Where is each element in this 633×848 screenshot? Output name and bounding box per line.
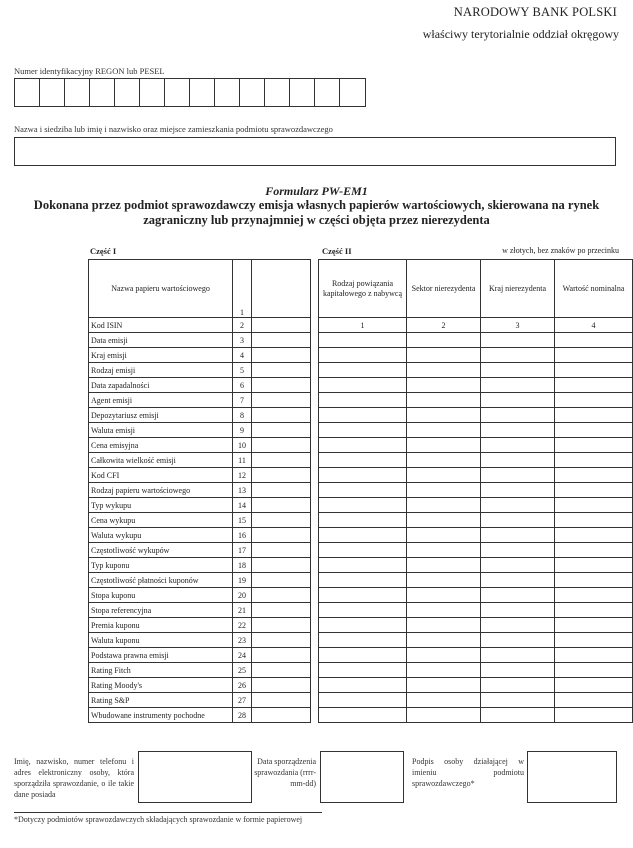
table-row: [319, 423, 633, 438]
row-name: Rodzaj papieru wartościowego: [89, 483, 233, 498]
row-value-cell[interactable]: [252, 408, 311, 423]
data-cell[interactable]: [555, 648, 633, 663]
data-cell[interactable]: [555, 603, 633, 618]
table-row: [319, 498, 633, 513]
row-number: 20: [233, 588, 252, 603]
data-cell[interactable]: [407, 408, 481, 423]
row-number: 6: [233, 378, 252, 393]
entity-input[interactable]: [14, 137, 616, 166]
data-cell[interactable]: [555, 618, 633, 633]
regon-digit-cell[interactable]: [240, 79, 265, 106]
data-cell[interactable]: [319, 663, 407, 678]
regon-digit-cell[interactable]: [290, 79, 315, 106]
part1-label: Część I: [90, 246, 117, 256]
data-cell[interactable]: [481, 603, 555, 618]
row-name: Rating Fitch: [89, 663, 233, 678]
data-cell[interactable]: [407, 348, 481, 363]
signature-label: Podpis osoby działającej w imieniu podmiotu sprawozdawczego*: [412, 757, 524, 788]
data-cell[interactable]: [481, 663, 555, 678]
data-cell[interactable]: [555, 558, 633, 573]
row-number: 8: [233, 408, 252, 423]
row-value-cell[interactable]: [252, 393, 311, 408]
table-row: [319, 378, 633, 393]
row-name: Stopa referencyjna: [89, 603, 233, 618]
row-value-cell[interactable]: [252, 663, 311, 678]
table-row: [89, 648, 311, 663]
table-row: [89, 663, 311, 678]
data-cell[interactable]: [319, 378, 407, 393]
data-cell[interactable]: [407, 573, 481, 588]
data-cell[interactable]: [555, 423, 633, 438]
data-cell[interactable]: [407, 393, 481, 408]
regon-digit-cell[interactable]: [315, 79, 340, 106]
data-cell[interactable]: [481, 543, 555, 558]
form-subtitle-line2: zagraniczny lub przynajmniej w części objęta przez nierezydenta: [143, 213, 490, 227]
data-cell[interactable]: [481, 333, 555, 348]
data-cell[interactable]: [407, 363, 481, 378]
regon-label: Numer identyfikacyjny REGON lub PESEL: [14, 66, 165, 76]
data-cell[interactable]: [319, 633, 407, 648]
data-cell[interactable]: [481, 498, 555, 513]
row-value-cell[interactable]: [252, 528, 311, 543]
row-name: Typ wykupu: [89, 498, 233, 513]
data-cell[interactable]: [319, 708, 407, 723]
row-value-cell[interactable]: [252, 438, 311, 453]
form-subtitle: [0, 198, 633, 228]
data-cell[interactable]: [319, 483, 407, 498]
col-header-4: Wartość nominalna: [555, 260, 633, 318]
table-row: [89, 348, 311, 363]
row-number: 4: [233, 348, 252, 363]
data-cell[interactable]: [555, 633, 633, 648]
table-row: [89, 558, 311, 573]
table-row: [89, 363, 311, 378]
row-value-cell[interactable]: [252, 498, 311, 513]
data-cell[interactable]: [555, 588, 633, 603]
part1-table: [88, 259, 311, 723]
data-cell[interactable]: [319, 498, 407, 513]
table-row: [89, 678, 311, 693]
data-cell[interactable]: [407, 378, 481, 393]
row-number: 25: [233, 663, 252, 678]
data-cell[interactable]: [555, 528, 633, 543]
part2-table: [318, 259, 633, 723]
date-input[interactable]: [320, 751, 404, 803]
data-cell[interactable]: [407, 588, 481, 603]
header-no: 1: [233, 260, 252, 318]
row-number: 2: [233, 318, 252, 333]
data-cell[interactable]: [555, 708, 633, 723]
regon-digit-cell[interactable]: [265, 79, 290, 106]
data-cell[interactable]: [407, 453, 481, 468]
row-name: Częstotliwość wykupów: [89, 543, 233, 558]
data-cell[interactable]: [555, 513, 633, 528]
row-name: Podstawa prawna emisji: [89, 648, 233, 663]
data-cell[interactable]: [407, 423, 481, 438]
table-row: [319, 663, 633, 678]
col-number: 4: [555, 318, 633, 333]
data-cell[interactable]: [555, 348, 633, 363]
bank-name: NARODOWY BANK POLSKI: [453, 5, 617, 19]
data-cell[interactable]: [319, 438, 407, 453]
row-number: 7: [233, 393, 252, 408]
row-name: Wbudowane instrumenty pochodne: [89, 708, 233, 723]
regon-digit-cell[interactable]: [90, 79, 115, 106]
data-cell[interactable]: [555, 498, 633, 513]
data-cell[interactable]: [319, 558, 407, 573]
row-name: Typ kuponu: [89, 558, 233, 573]
regon-digit-cell[interactable]: [65, 79, 90, 106]
row-name: Rodzaj emisji: [89, 363, 233, 378]
table-row: [89, 633, 311, 648]
row-number: 15: [233, 513, 252, 528]
table-row: [319, 348, 633, 363]
row-value-cell[interactable]: [252, 513, 311, 528]
row-number: 16: [233, 528, 252, 543]
row-value-cell[interactable]: [252, 423, 311, 438]
unit-note: w złotych, bez znaków po przecinku: [502, 246, 619, 255]
table-row: [319, 573, 633, 588]
data-cell[interactable]: [319, 603, 407, 618]
row-number: 5: [233, 363, 252, 378]
row-name: Waluta kuponu: [89, 633, 233, 648]
data-cell[interactable]: [319, 363, 407, 378]
data-cell[interactable]: [407, 678, 481, 693]
data-cell[interactable]: [555, 663, 633, 678]
data-cell[interactable]: [407, 603, 481, 618]
table-row: [89, 498, 311, 513]
table-row: [319, 438, 633, 453]
part1-header-row: [89, 260, 311, 318]
table-row: [319, 543, 633, 558]
row-number: 19: [233, 573, 252, 588]
table-row: [89, 393, 311, 408]
row-number: 9: [233, 423, 252, 438]
footnote-divider: [14, 812, 322, 813]
row-value-cell[interactable]: [252, 333, 311, 348]
data-cell[interactable]: [407, 438, 481, 453]
table-row: [319, 678, 633, 693]
table-row: [319, 633, 633, 648]
row-value-cell[interactable]: [252, 708, 311, 723]
row-name: Częstotliwość płatności kuponów: [89, 573, 233, 588]
row-value-cell[interactable]: [252, 378, 311, 393]
table-row: [89, 693, 311, 708]
row-number: 10: [233, 438, 252, 453]
data-cell[interactable]: [555, 438, 633, 453]
row-number: 3: [233, 333, 252, 348]
data-cell[interactable]: [555, 393, 633, 408]
row-name: Kod ISIN: [89, 318, 233, 333]
data-cell[interactable]: [555, 543, 633, 558]
data-cell[interactable]: [319, 513, 407, 528]
table-row: [89, 588, 311, 603]
row-name: Rating S&P: [89, 693, 233, 708]
data-cell[interactable]: [555, 363, 633, 378]
row-number: 21: [233, 603, 252, 618]
row-number: 11: [233, 453, 252, 468]
col-number: 2: [407, 318, 481, 333]
data-cell[interactable]: [319, 528, 407, 543]
data-cell[interactable]: [481, 483, 555, 498]
row-name: Waluta wykupu: [89, 528, 233, 543]
row-name: Depozytariusz emisji: [89, 408, 233, 423]
regon-digit-cell[interactable]: [15, 79, 40, 106]
form-title: Formularz PW-EM1: [265, 184, 368, 198]
data-cell[interactable]: [319, 618, 407, 633]
data-cell[interactable]: [407, 708, 481, 723]
data-cell[interactable]: [407, 693, 481, 708]
data-cell[interactable]: [555, 678, 633, 693]
row-number: 17: [233, 543, 252, 558]
footnote: *Dotyczy podmiotów sprawozdawczych składających sprawozdanie w formie papierowej: [14, 815, 303, 824]
row-value-cell[interactable]: [252, 588, 311, 603]
row-name: Kod CFI: [89, 468, 233, 483]
row-value-cell[interactable]: [252, 543, 311, 558]
col-number: 3: [481, 318, 555, 333]
data-cell[interactable]: [319, 333, 407, 348]
table-row: [89, 468, 311, 483]
regon-digit-cell[interactable]: [40, 79, 65, 106]
data-cell[interactable]: [407, 468, 481, 483]
data-cell[interactable]: [481, 633, 555, 648]
data-cell[interactable]: [481, 558, 555, 573]
data-cell[interactable]: [481, 423, 555, 438]
branch-name: właściwy terytorialnie oddział okręgowy: [422, 27, 619, 41]
row-value-cell[interactable]: [252, 483, 311, 498]
data-cell[interactable]: [407, 558, 481, 573]
row-number: 28: [233, 708, 252, 723]
table-row: [319, 618, 633, 633]
row-number: 22: [233, 618, 252, 633]
row-value-cell[interactable]: [252, 573, 311, 588]
form-subtitle-line1: Dokonana przez podmiot sprawozdawczy emisja własnych papierów wartościowych, skierowana na rynek: [33, 198, 600, 212]
row-value-cell[interactable]: [252, 363, 311, 378]
data-cell[interactable]: [319, 348, 407, 363]
regon-digit-cell[interactable]: [165, 79, 190, 106]
table-row: [319, 558, 633, 573]
data-cell[interactable]: [481, 573, 555, 588]
data-cell[interactable]: [319, 678, 407, 693]
table-row: [89, 618, 311, 633]
table-row: [319, 648, 633, 663]
row-value-cell[interactable]: [252, 678, 311, 693]
row-value-cell[interactable]: [252, 348, 311, 363]
table-row: [89, 378, 311, 393]
data-cell[interactable]: [319, 423, 407, 438]
row-name: Waluta emisji: [89, 423, 233, 438]
data-cell[interactable]: [481, 708, 555, 723]
table-row: [89, 573, 311, 588]
table-row: [319, 453, 633, 468]
data-cell[interactable]: [481, 528, 555, 543]
part2-label: Część II: [322, 246, 352, 256]
table-row: [89, 708, 311, 723]
data-cell[interactable]: [555, 693, 633, 708]
regon-digit-cell[interactable]: [140, 79, 165, 106]
data-cell[interactable]: [319, 468, 407, 483]
table-row: [89, 318, 311, 333]
row-name: Kraj emisji: [89, 348, 233, 363]
row-number: 13: [233, 483, 252, 498]
row-name: Stopa kuponu: [89, 588, 233, 603]
row-value-cell[interactable]: [252, 318, 311, 333]
data-cell[interactable]: [319, 453, 407, 468]
table-row: [319, 333, 633, 348]
table-row: [89, 543, 311, 558]
row-number: 14: [233, 498, 252, 513]
row-name: Data zapadalności: [89, 378, 233, 393]
row-value-cell[interactable]: [252, 558, 311, 573]
data-cell[interactable]: [481, 393, 555, 408]
data-cell[interactable]: [555, 378, 633, 393]
row-number: 12: [233, 468, 252, 483]
table-row: [319, 363, 633, 378]
row-number: 27: [233, 693, 252, 708]
table-row: [89, 513, 311, 528]
data-cell[interactable]: [481, 348, 555, 363]
row-value-cell[interactable]: [252, 453, 311, 468]
table-row: [319, 393, 633, 408]
data-cell[interactable]: [555, 408, 633, 423]
table-row: [89, 438, 311, 453]
row-number: 24: [233, 648, 252, 663]
row-value-cell[interactable]: [252, 603, 311, 618]
data-cell[interactable]: [407, 633, 481, 648]
data-cell[interactable]: [555, 453, 633, 468]
table-row: [89, 528, 311, 543]
data-cell[interactable]: [319, 588, 407, 603]
data-cell[interactable]: [481, 588, 555, 603]
data-cell[interactable]: [481, 408, 555, 423]
table-row: [319, 603, 633, 618]
data-cell[interactable]: [481, 363, 555, 378]
data-cell[interactable]: [481, 693, 555, 708]
contact-input[interactable]: [138, 751, 252, 803]
date-label: Data sporządzenia sprawozdania (rrrr-mm-dd): [254, 757, 316, 788]
table-row: [89, 408, 311, 423]
row-name: Premia kuponu: [89, 618, 233, 633]
col-number: 1: [319, 318, 407, 333]
row-number: 26: [233, 678, 252, 693]
contact-label: Imię, nazwisko, numer telefonu i adres elektroniczny osoby, która sporządziła sprawozdanie, o ile takie dane posiada: [14, 757, 134, 799]
regon-digit-cell[interactable]: [190, 79, 215, 106]
row-value-cell[interactable]: [252, 693, 311, 708]
data-cell[interactable]: [407, 483, 481, 498]
table-row: [319, 468, 633, 483]
data-cell[interactable]: [555, 573, 633, 588]
col-header-2: Sektor nierezydenta: [407, 260, 481, 318]
data-cell[interactable]: [481, 678, 555, 693]
row-number: 18: [233, 558, 252, 573]
data-cell[interactable]: [481, 453, 555, 468]
row-value-cell[interactable]: [252, 633, 311, 648]
data-cell[interactable]: [407, 333, 481, 348]
col-header-1: Rodzaj powiązania kapitałowego z nabywcą: [319, 260, 407, 318]
row-value-cell[interactable]: [252, 648, 311, 663]
data-cell[interactable]: [319, 543, 407, 558]
data-cell[interactable]: [555, 468, 633, 483]
part2-header-row: [319, 260, 633, 318]
row-name: Cena wykupu: [89, 513, 233, 528]
header-value-cell[interactable]: [252, 260, 311, 318]
regon-input[interactable]: [14, 78, 366, 107]
table-row: [319, 588, 633, 603]
data-cell[interactable]: [481, 618, 555, 633]
table-row: [89, 483, 311, 498]
table-row: [319, 693, 633, 708]
row-name: Cena emisyjna: [89, 438, 233, 453]
row-number: 23: [233, 633, 252, 648]
data-cell[interactable]: [319, 408, 407, 423]
data-cell[interactable]: [407, 528, 481, 543]
col-header-3: Kraj nierezydenta: [481, 260, 555, 318]
data-cell[interactable]: [319, 393, 407, 408]
data-cell[interactable]: [555, 333, 633, 348]
table-row: [319, 483, 633, 498]
row-name: Data emisji: [89, 333, 233, 348]
data-cell[interactable]: [481, 648, 555, 663]
data-cell[interactable]: [407, 513, 481, 528]
regon-digit-cell[interactable]: [115, 79, 140, 106]
row-name: Agent emisji: [89, 393, 233, 408]
signature-input[interactable]: [527, 751, 617, 803]
row-value-cell[interactable]: [252, 468, 311, 483]
regon-digit-cell[interactable]: [340, 79, 365, 106]
regon-digit-cell[interactable]: [215, 79, 240, 106]
data-cell[interactable]: [407, 618, 481, 633]
data-cell[interactable]: [319, 693, 407, 708]
data-cell[interactable]: [481, 378, 555, 393]
data-cell[interactable]: [481, 468, 555, 483]
row-name: Całkowita wielkość emisji: [89, 453, 233, 468]
data-cell[interactable]: [407, 543, 481, 558]
table-row: [89, 453, 311, 468]
table-row: [89, 333, 311, 348]
data-cell[interactable]: [481, 438, 555, 453]
row-name: Rating Moody's: [89, 678, 233, 693]
header-name: Nazwa papieru wartościowego: [89, 260, 233, 318]
table-row: [89, 603, 311, 618]
data-cell[interactable]: [407, 498, 481, 513]
data-cell[interactable]: [407, 648, 481, 663]
data-cell[interactable]: [319, 648, 407, 663]
data-cell[interactable]: [407, 663, 481, 678]
table-row: [319, 513, 633, 528]
table-row: [319, 708, 633, 723]
data-cell[interactable]: [319, 573, 407, 588]
row-value-cell[interactable]: [252, 618, 311, 633]
table-row: [89, 423, 311, 438]
table-row: [319, 408, 633, 423]
part2-number-row: [319, 318, 633, 333]
table-row: [319, 528, 633, 543]
data-cell[interactable]: [481, 513, 555, 528]
entity-label: Nazwa i siedziba lub imię i nazwisko oraz miejsce zamieszkania podmiotu sprawozdawczego: [14, 124, 333, 134]
data-cell[interactable]: [555, 483, 633, 498]
